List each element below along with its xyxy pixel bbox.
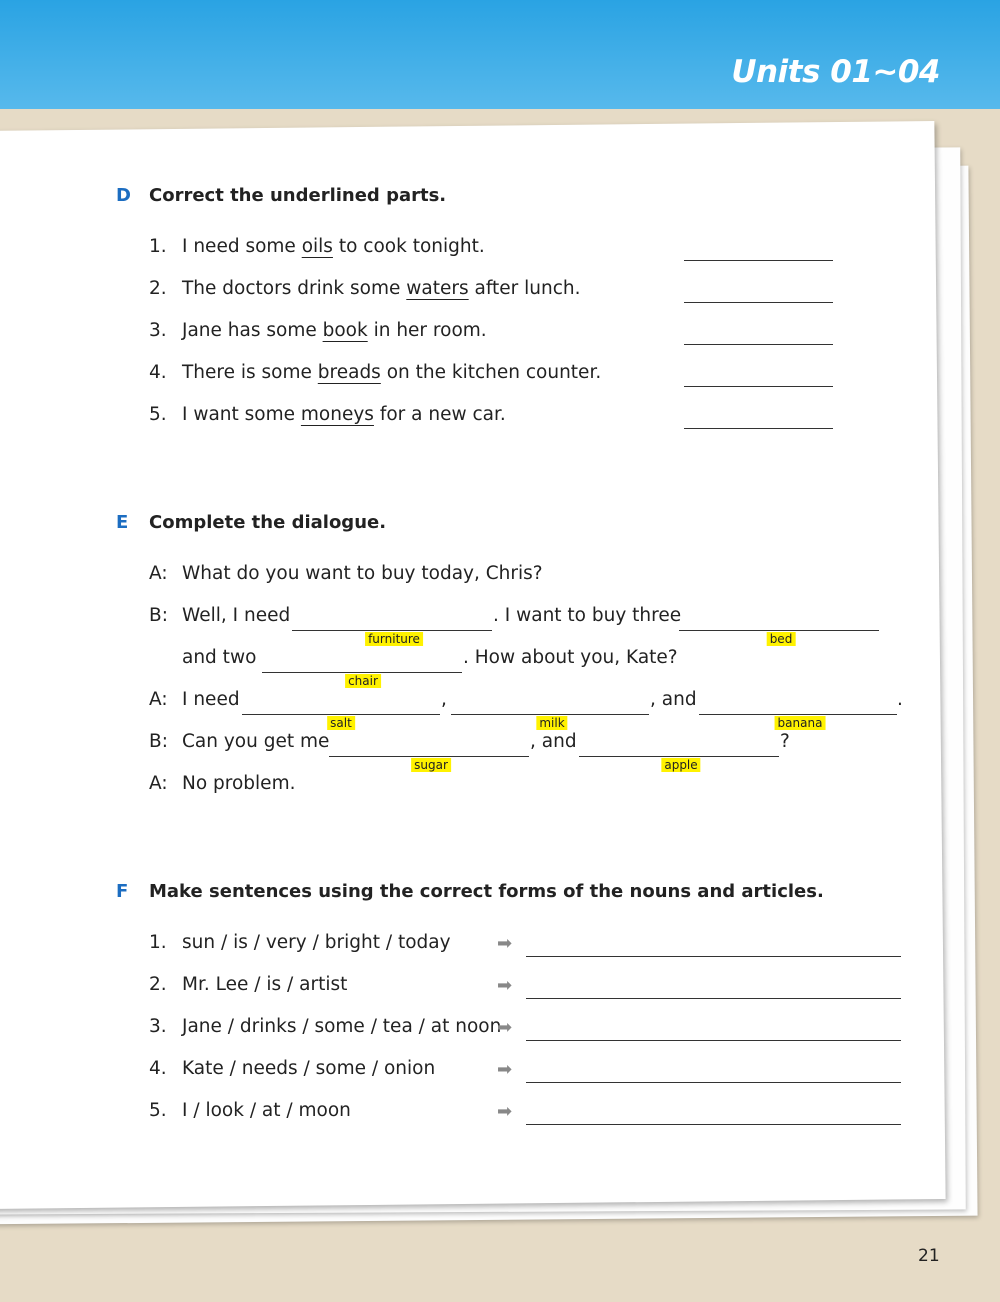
header-banner <box>0 0 1000 109</box>
item-sentence: I need some oils to cook tonight. <box>182 236 485 257</box>
item-sentence: There is some breads on the kitchen counter. <box>182 362 602 383</box>
answer-blank[interactable] <box>684 386 833 387</box>
answer-blank[interactable] <box>684 260 833 261</box>
answer-blank[interactable] <box>526 956 901 957</box>
answer-blank[interactable] <box>679 630 879 631</box>
dialogue-text: What do you want to buy today, Chris? <box>182 563 543 584</box>
underlined-word: waters <box>406 278 469 299</box>
item-number: 3. <box>149 320 167 341</box>
hint-word: banana <box>775 716 826 730</box>
speaker-label: A: <box>149 689 168 710</box>
item-prompt: Kate / needs / some / onion <box>182 1058 436 1079</box>
item-number: 4. <box>149 362 167 383</box>
section-e-letter: E <box>116 512 129 533</box>
dialogue-text: , and <box>650 689 697 710</box>
hint-word: chair <box>345 674 381 688</box>
answer-blank[interactable] <box>262 672 462 673</box>
arrow-right-icon: ➡ <box>497 1059 513 1080</box>
item-prompt: Jane / drinks / some / tea / at noon <box>182 1016 502 1037</box>
underlined-word: breads <box>317 362 381 383</box>
answer-blank[interactable] <box>526 1082 901 1083</box>
item-number: 2. <box>149 278 167 299</box>
hint-word: sugar <box>411 758 451 772</box>
arrow-right-icon: ➡ <box>497 1017 513 1038</box>
answer-blank[interactable] <box>292 630 492 631</box>
item-sentence: The doctors drink some waters after lunch. <box>182 278 581 299</box>
section-f-title: Make sentences using the correct forms of the nouns and articles. <box>149 881 824 902</box>
answer-blank[interactable] <box>242 714 440 715</box>
section-d-title: Correct the underlined parts. <box>149 185 447 206</box>
dialogue-text: . I want to buy three <box>493 605 682 626</box>
dialogue-text: , <box>441 689 447 710</box>
item-prompt: Mr. Lee / is / artist <box>182 974 348 995</box>
speaker-label: A: <box>149 773 168 794</box>
answer-blank[interactable] <box>329 756 529 757</box>
dialogue-text: No problem. <box>182 773 296 794</box>
answer-blank[interactable] <box>699 714 897 715</box>
speaker-label: A: <box>149 563 168 584</box>
arrow-right-icon: ➡ <box>497 1101 513 1122</box>
item-number: 5. <box>149 404 167 425</box>
dialogue-text: Can you get me <box>182 731 330 752</box>
item-number: 1. <box>149 236 167 257</box>
hint-word: milk <box>536 716 567 730</box>
page-number: 21 <box>918 1246 940 1266</box>
answer-blank[interactable] <box>579 756 779 757</box>
underlined-word: book <box>322 320 368 341</box>
arrow-right-icon: ➡ <box>497 975 513 996</box>
section-f-letter: F <box>116 881 129 902</box>
section-d-letter: D <box>116 185 131 206</box>
answer-blank[interactable] <box>526 998 901 999</box>
answer-blank[interactable] <box>684 344 833 345</box>
dialogue-text: ? <box>780 731 790 752</box>
item-number: 2. <box>149 974 167 995</box>
hint-word: bed <box>767 632 796 646</box>
dialogue-text: , and <box>530 731 577 752</box>
arrow-right-icon: ➡ <box>497 933 513 954</box>
hint-word: salt <box>327 716 355 730</box>
item-sentence: Jane has some book in her room. <box>182 320 487 341</box>
answer-blank[interactable] <box>451 714 649 715</box>
item-number: 5. <box>149 1100 167 1121</box>
dialogue-text: . How about you, Kate? <box>463 647 678 668</box>
hint-word: furniture <box>365 632 423 646</box>
item-prompt: sun / is / very / bright / today <box>182 932 451 953</box>
dialogue-text: . <box>897 689 903 710</box>
item-number: 3. <box>149 1016 167 1037</box>
dialogue-text: Well, I need <box>182 605 291 626</box>
underlined-word: moneys <box>300 404 374 425</box>
hint-word: apple <box>661 758 700 772</box>
section-e-title: Complete the dialogue. <box>149 512 387 533</box>
dialogue-text: and two <box>182 647 257 668</box>
answer-blank[interactable] <box>526 1040 901 1041</box>
dialogue-text: I need <box>182 689 240 710</box>
speaker-label: B: <box>149 731 168 752</box>
unit-title: Units 01~04 <box>731 54 940 90</box>
item-prompt: I / look / at / moon <box>182 1100 351 1121</box>
answer-blank[interactable] <box>684 302 833 303</box>
underlined-word: oils <box>301 236 333 257</box>
speaker-label: B: <box>149 605 168 626</box>
item-number: 1. <box>149 932 167 953</box>
answer-blank[interactable] <box>684 428 833 429</box>
answer-blank[interactable] <box>526 1124 901 1125</box>
item-sentence: I want some moneys for a new car. <box>182 404 506 425</box>
item-number: 4. <box>149 1058 167 1079</box>
